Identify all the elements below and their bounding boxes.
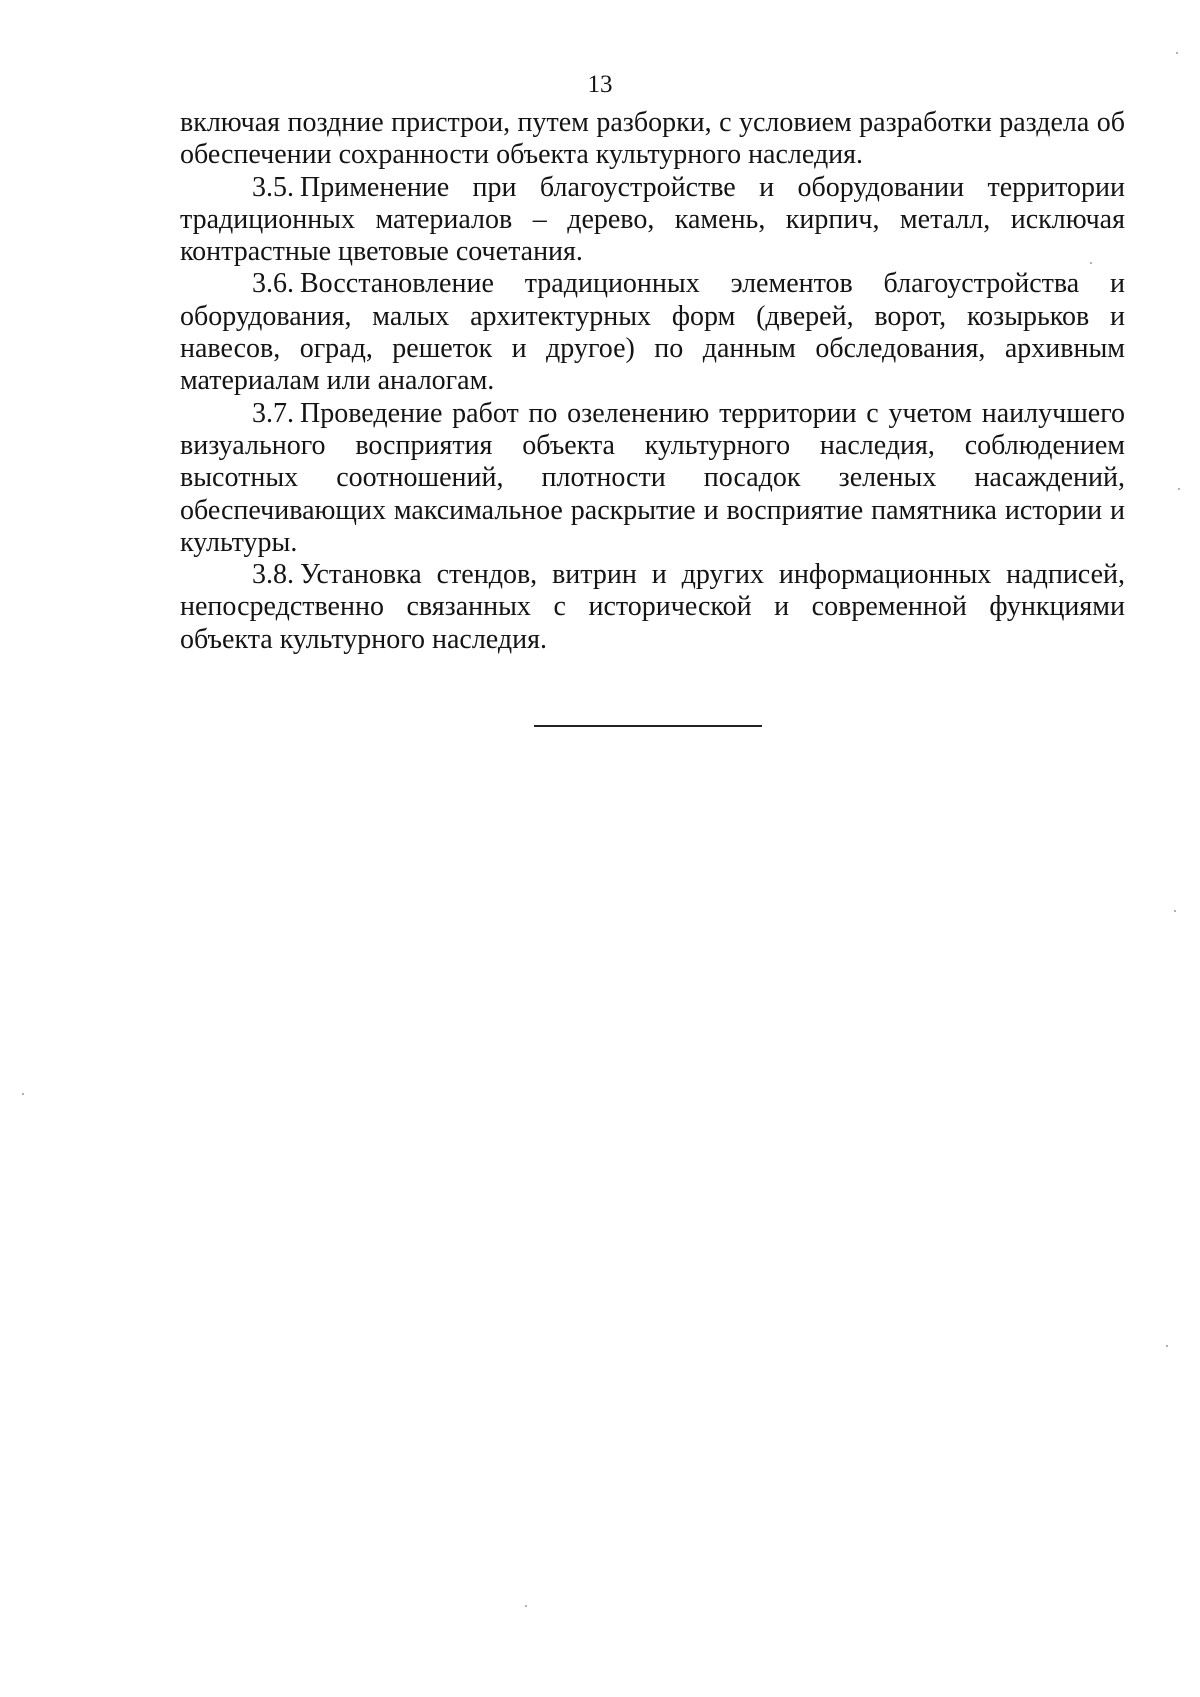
item-3-6 [180, 268, 1125, 397]
item-text: Применение при благоустройстве и оборудовании территории традиционных материалов – дерево, камень, кирпич, металл, исключая контрастные цветовые сочетания. [180, 171, 1125, 268]
item-3-8 [180, 559, 1125, 656]
item-text: Восстановление традиционных элементов благоустройства и оборудования, малых архитектурных форм (дверей, ворот, козырьков и навесов, оград, решеток и другое) по данным обследования, архивным материалам или аналогам. [180, 268, 1125, 397]
item-number: 3.8. [252, 559, 294, 591]
item-3-7 [180, 398, 1125, 559]
item-text: Установка стендов, витрин и других информационных надписей, непосредственно связанных с исторической и современной функциями объекта культурного наследия. [180, 559, 1125, 655]
scan-speck [1176, 52, 1178, 54]
item-number: 3.5. [252, 171, 294, 203]
scan-speck [22, 1093, 24, 1095]
item-number: 3.7. [252, 397, 294, 429]
scan-speck [1090, 262, 1092, 264]
scan-speck [1166, 1345, 1168, 1347]
item-number: 3.6. [252, 268, 294, 300]
end-of-text-rule [534, 725, 762, 727]
item-3-5 [180, 172, 1125, 269]
scan-speck [1178, 488, 1180, 490]
continuation-paragraph: включая поздние пристрои, путем разборки, с условием разработки раздела об обеспечении сохранности объекта культурного наследия. [180, 107, 1125, 171]
document-body [180, 107, 1125, 656]
scan-speck [525, 1605, 527, 1607]
page-number: 13 [587, 71, 613, 98]
item-text: Проведение работ по озеленению территории с учетом наилучшего визуального восприятия объекта культурного наследия, соблюдением высотных соотношений, плотности посадок зеленых насаждений, обеспечивающих максимальное раскрытие и восприятие памятника истории и культуры. [180, 397, 1125, 558]
scan-speck [1174, 910, 1176, 912]
